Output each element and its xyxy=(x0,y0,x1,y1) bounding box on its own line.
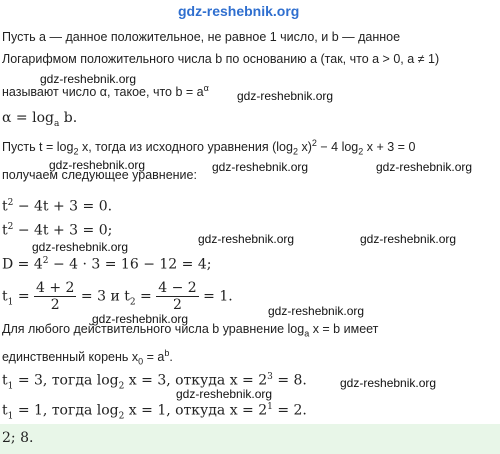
watermark: gdz-reshebnik.org xyxy=(198,232,295,246)
watermark: gdz-reshebnik.org xyxy=(376,160,473,174)
text-part: = a xyxy=(143,350,165,365)
text-line-2: Логарифмом положительного числа b по основанию a (так, что a > 0, a ≠ 1) xyxy=(2,52,440,66)
watermark: gdz-reshebnik.org xyxy=(176,387,273,401)
eq-part: = 2. xyxy=(272,402,307,419)
text-part: x, тогда из исходного уравнения (log xyxy=(81,140,293,155)
equation-1 xyxy=(2,198,112,215)
watermark: gdz-reshebnik.org xyxy=(40,72,137,86)
eq-sup: 2 xyxy=(7,198,14,208)
formula-log-definition xyxy=(2,110,77,129)
text-sub: 2 xyxy=(358,146,364,157)
text-line-1: Пусть a — данное положительное, не равное 1 число, и b — данное xyxy=(2,30,401,44)
watermark: gdz-reshebnik.org xyxy=(92,312,189,326)
eq-part: = 3 и t xyxy=(80,288,130,305)
solution-2 xyxy=(2,402,307,421)
eq-part: D = 4 xyxy=(2,256,43,273)
eq-part: − 4t + 3 = 0. xyxy=(13,198,113,215)
watermark-top: gdz-reshebnik.org xyxy=(178,3,300,19)
eq-part: = xyxy=(13,288,35,305)
eq-part: t xyxy=(2,222,8,239)
watermark: gdz-reshebnik.org xyxy=(49,158,146,172)
text-part: Пусть t = log xyxy=(2,140,74,155)
eq-sup: 3 xyxy=(267,372,273,382)
eq-part: = 3, тогда log xyxy=(13,372,119,389)
text-part: − 4 log xyxy=(316,140,359,155)
equation-roots xyxy=(2,280,233,313)
eq-sup: 1 xyxy=(267,402,273,412)
eq-part: = 1. xyxy=(203,288,233,305)
text-part: единственный корень x xyxy=(2,350,139,365)
answer-bar xyxy=(0,424,500,454)
text-line-3-sup: α xyxy=(203,83,209,93)
eq-sub: 2 xyxy=(118,381,125,392)
text-part: Для любого действительного числа b уравнение log xyxy=(2,322,305,336)
fraction-t2 xyxy=(156,280,198,313)
eq-part: = 1, тогда log xyxy=(13,402,119,419)
eq-part: t xyxy=(2,198,8,215)
equation-discriminant xyxy=(2,256,211,273)
text-part: x) xyxy=(301,140,312,155)
text-sub: a xyxy=(304,328,310,339)
text-sub: 2 xyxy=(292,146,298,157)
eq-sub: 1 xyxy=(7,381,14,392)
eq-part: = xyxy=(135,288,157,305)
watermark: gdz-reshebnik.org xyxy=(237,89,334,103)
formula-sub: a xyxy=(53,118,60,129)
text-part: x + 3 = 0 xyxy=(366,140,416,155)
eq-part: t xyxy=(2,402,8,419)
eq-sub: 1 xyxy=(7,297,14,308)
text-line-substitution xyxy=(2,138,415,157)
fraction-denominator: 2 xyxy=(50,297,60,313)
text-line-8 xyxy=(2,348,173,367)
text-line-7 xyxy=(2,322,378,339)
eq-part: − 4t + 3 = 0; xyxy=(13,222,113,239)
text-sup: b xyxy=(164,348,170,358)
eq-sub: 2 xyxy=(129,297,136,308)
eq-sub: 2 xyxy=(118,411,125,422)
eq-part: x = 3, откуда x = 2 xyxy=(124,372,268,389)
text-sub: 2 xyxy=(73,146,79,157)
formula-part: b. xyxy=(63,110,78,126)
fraction-t1 xyxy=(34,280,76,313)
text-line-6: получаем следующее уравнение: xyxy=(2,168,197,182)
text-line-3 xyxy=(2,83,209,99)
answer-text: 2; 8. xyxy=(2,430,34,446)
eq-part: − 4 · 3 = 16 − 12 = 4; xyxy=(48,256,212,273)
watermark: gdz-reshebnik.org xyxy=(340,376,437,390)
watermark: gdz-reshebnik.org xyxy=(360,232,457,246)
formula-part: α = log xyxy=(2,110,54,126)
watermark: gdz-reshebnik.org xyxy=(32,240,129,254)
eq-sup: 2 xyxy=(7,222,14,232)
eq-part: x = 1, откуда x = 2 xyxy=(124,402,268,419)
eq-part: t xyxy=(2,372,8,389)
eq-part: t xyxy=(2,288,8,305)
text-sup: 2 xyxy=(311,138,317,148)
text-part: . xyxy=(169,350,173,365)
fraction-denominator: 2 xyxy=(173,297,182,313)
text-sub: 0 xyxy=(138,356,144,367)
watermark: gdz-reshebnik.org xyxy=(268,304,365,318)
equation-2 xyxy=(2,222,112,239)
fraction-numerator: 4 − 2 xyxy=(158,280,197,296)
eq-part: = 8. xyxy=(272,372,307,389)
fraction-numerator: 4 + 2 xyxy=(36,280,75,296)
eq-sup: 2 xyxy=(42,256,49,266)
watermark: gdz-reshebnik.org xyxy=(212,160,309,174)
text-line-3-main: называют число α, такое, что b = a xyxy=(2,85,204,100)
text-part: x = b имеет xyxy=(309,322,379,336)
eq-sub: 1 xyxy=(7,411,14,422)
